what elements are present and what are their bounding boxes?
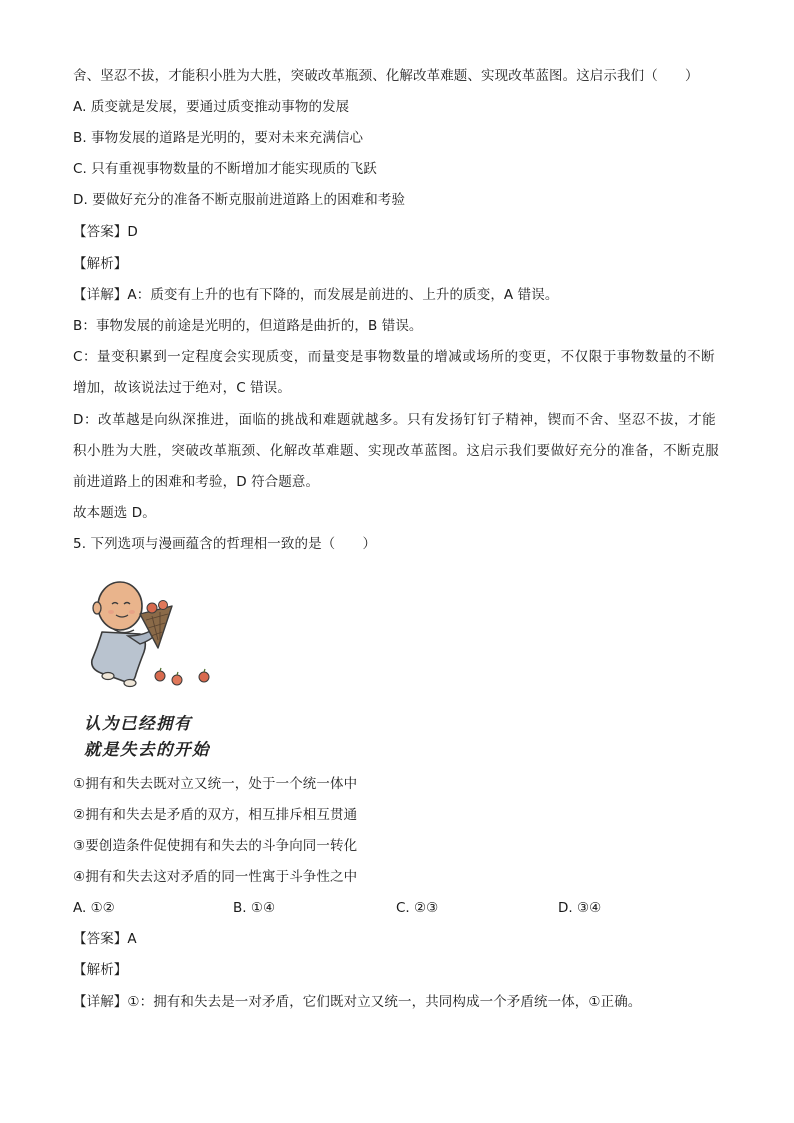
question-4-conclusion: 故本题选 D。	[73, 505, 156, 521]
question-4-detail-c-line2: 增加，故该说法过于绝对，C 错误。	[73, 380, 291, 396]
question-5-statement-4: ④拥有和失去这对矛盾的同一性寓于斗争性之中	[73, 869, 358, 885]
question-4-detail-d-line1: D：改革越是向纵深推进，面临的挑战和难题就越多。只有发扬钉钉子精神，锲而不舍、坚忍不拔，才能	[73, 412, 717, 428]
question-4-option-a: A. 质变就是发展，要通过质变推动事物的发展	[73, 99, 350, 115]
question-5-stem: 5. 下列选项与漫画蕴含的哲理相一致的是（ ）	[73, 536, 377, 552]
question-5-statement-2: ②拥有和失去是矛盾的双方，相互排斥相互贯通	[73, 807, 358, 823]
question-4-detail-d-line3: 前进道路上的困难和考验，D 符合题意。	[73, 474, 320, 490]
question-5-statement-1: ①拥有和失去既对立又统一，处于一个统一体中	[73, 776, 358, 792]
question-4-detail-b: B：事物发展的前途是光明的，但道路是曲折的，B 错误。	[73, 318, 423, 334]
question-4-detail-a: 【详解】A：质变有上升的也有下降的，而发展是前进的、上升的质变，A 错误。	[73, 287, 559, 303]
question-4-analysis-heading: 【解析】	[73, 256, 128, 272]
question-4-answer: 【答案】D	[73, 224, 138, 240]
question-5-option-a: A. ①②	[73, 900, 115, 916]
question-4-stem-end: 舍、坚忍不拔，才能积小胜为大胜，突破改革瓶颈、化解改革难题、实现改革蓝图。这启示我们（ ）	[73, 68, 699, 84]
question-5-detail-1: 【详解】①：拥有和失去是一对矛盾，它们既对立又统一，共同构成一个矛盾统一体，①正确。	[73, 994, 642, 1010]
question-5-option-c: C. ②③	[396, 900, 439, 916]
question-5-option-d: D. ③④	[558, 900, 602, 916]
question-4-option-b: B. 事物发展的道路是光明的，要对未来充满信心	[73, 130, 364, 146]
cartoon-caption-line1: 认为已经拥有	[84, 714, 192, 733]
question-4-option-c: C. 只有重视事物数量的不断增加才能实现质的飞跃	[73, 161, 377, 177]
question-4-detail-c-line1: C：量变积累到一定程度会实现质变，而量变是事物数量的增减或场所的变更，不仅限于事物数量的不断	[73, 349, 716, 365]
question-4-detail-d-line2: 积小胜为大胜，突破改革瓶颈、化解改革难题、实现改革蓝图。这启示我们要做好充分的准备，不断克服	[73, 443, 720, 459]
monk-cartoon-illustration	[82, 574, 222, 694]
question-5-option-b: B. ①④	[233, 900, 276, 916]
question-5-answer: 【答案】A	[73, 931, 137, 947]
cartoon-caption-line2: 就是失去的开始	[84, 740, 210, 759]
question-5-analysis-heading: 【解析】	[73, 962, 128, 978]
question-5-statement-3: ③要创造条件促使拥有和失去的斗争向同一转化	[73, 838, 358, 854]
question-4-option-d: D. 要做好充分的准备不断克服前进道路上的困难和考验	[73, 192, 406, 208]
